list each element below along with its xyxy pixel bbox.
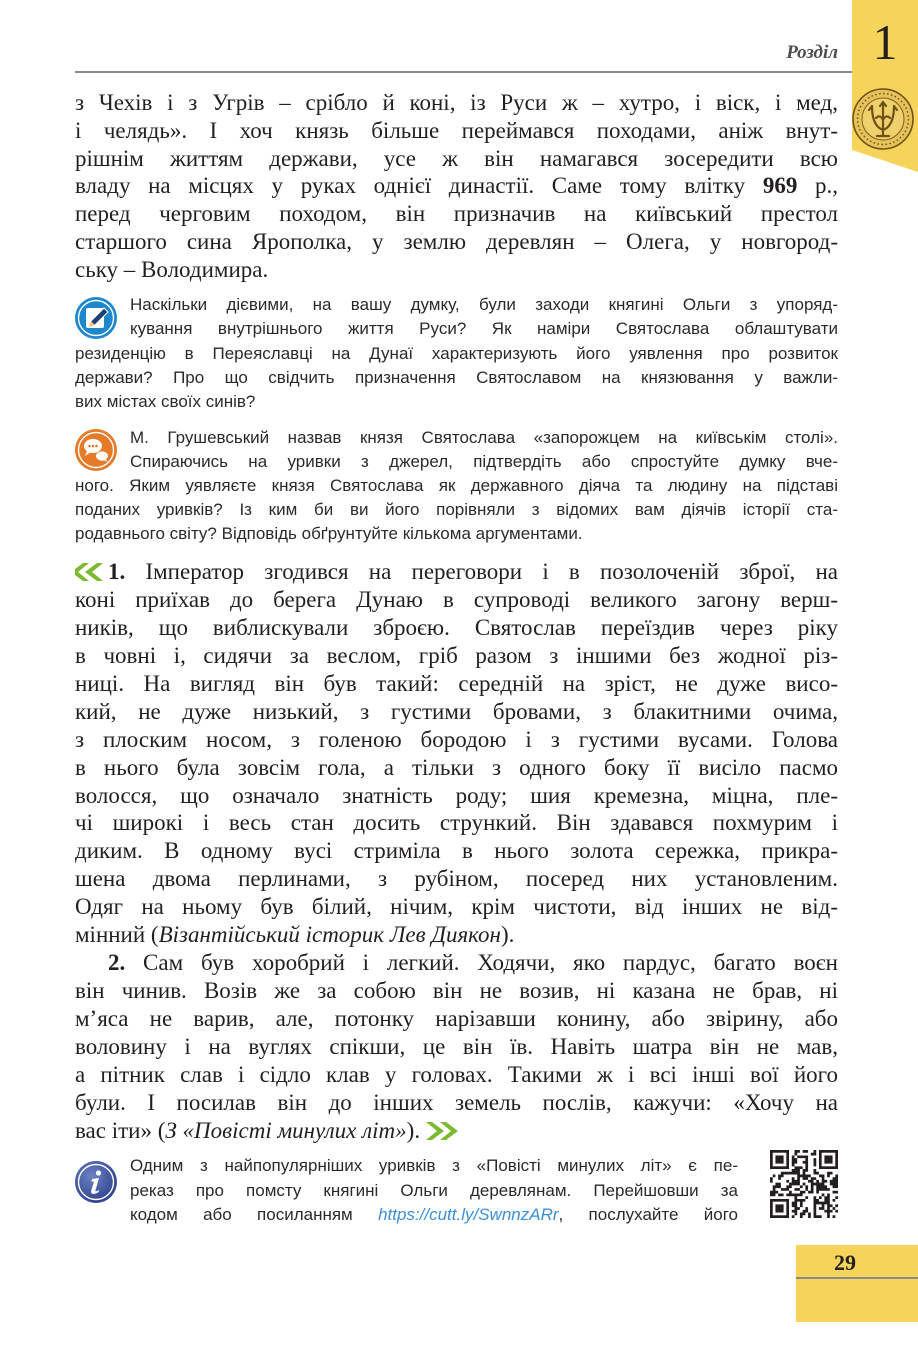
main-text-line <box>75 172 838 200</box>
text-segment: кодом або посиланням <box>130 1205 379 1224</box>
task-line: поданих уривків? Із ким би ви його порівняли з відомих вам діячів історії ста- <box>75 500 838 519</box>
text-segment: р., <box>797 173 838 199</box>
text-segment: вас іти» ( <box>75 1117 166 1143</box>
source-line: чі широкі і весь стан досить стрункий. Він здавався похмурим і <box>75 810 838 836</box>
task-line: кування внутрішнього життя Руси? Як наміри Святослава облаштувати <box>130 319 838 339</box>
task-line: вих містах своїх синів? <box>75 392 256 412</box>
text-segment: Імператор згодився на переговори і в позолоченій зброї, на <box>125 559 838 584</box>
qr-code-icon[interactable] <box>770 1150 838 1218</box>
task-line: родавнього світу? Відповідь обґрунтуйте кількома аргументами. <box>75 524 583 543</box>
main-text-line: перед черговим походом, він призначив на київський престол <box>75 201 838 227</box>
page-number-divider <box>796 1277 918 1279</box>
double-chevron-right-icon <box>426 1122 460 1140</box>
source-line: Одяг на ньому був білий, нічим, крім чистоти, від інших не від- <box>75 894 838 920</box>
info-icon <box>74 1160 118 1204</box>
chapter-number: 1 <box>872 14 898 70</box>
question-task <box>75 293 838 414</box>
main-text-line: старшого сина Ярополка, у землю деревлян – Олега, у новгород- <box>75 228 838 254</box>
task-line: М. Грушевський назвав князя Святослава «запорожцем на київськім столі». <box>130 428 838 447</box>
text-segment: владу на місцях у руках однієї династії. Саме тому влітку <box>75 173 763 199</box>
double-chevron-left-icon <box>75 563 103 581</box>
source-line: диким. В одному вусі стриміла в нього золота сережка, прикра- <box>75 838 838 864</box>
excerpt-number: 1. <box>108 559 126 584</box>
source-line: коні приїхав до берега Дунаю в супроводі великого загону верш- <box>75 586 838 612</box>
text-segment: ). <box>500 922 515 948</box>
task-line: резиденцію в Переяславці на Дунаї характеризують його уявлення про розвиток <box>75 343 838 363</box>
source-line <box>75 1117 838 1145</box>
info-note <box>130 1154 738 1228</box>
source-title: З «Повісті минулих літ» <box>165 1117 407 1143</box>
text-segment: , послухайте його <box>558 1205 738 1224</box>
source-line: м’яса не варив, але, потонку нарізавши конину, або звірину, або <box>75 1006 838 1031</box>
audio-link[interactable]: https://cutt.ly/SwnnzARr <box>378 1205 559 1224</box>
source-line: в нього була зовсім гола, а тільки з одного боку її висіло пасмо <box>75 754 838 780</box>
task-line: ного. Яким уявляєте князя Святослава як державного діяча та людину на підставі <box>75 476 838 495</box>
source-line: а пітник слав і сідло клав у головах. Такими ж і всі інші вої його <box>75 1061 838 1087</box>
text-segment: мінний ( <box>75 922 159 948</box>
source-line: кий, не дуже низький, з густими бровами, з блакитними очима, <box>75 698 838 724</box>
trident-coin-icon <box>850 84 916 154</box>
source-line: ників, що виблискували зброєю. Святослав переїздив через ріку <box>75 614 838 640</box>
text-segment: Сам був хоробрий і легкий. Ходячи, яко пардус, багато воєн <box>125 950 838 976</box>
source-line: були. І посилав він до інших земель послів, кажучи: «Хочу на <box>75 1089 838 1115</box>
info-line: реказ про помсту княгині Ольги деревлянам. Перейшовши за <box>130 1180 738 1200</box>
text-segment: ). <box>406 1117 421 1143</box>
excerpt-number: 2. <box>108 950 126 976</box>
source-line <box>75 949 838 977</box>
header-divider <box>75 71 852 73</box>
task-line: держави? Про що свідчить призначення Святославом на князювання у важли- <box>75 367 838 387</box>
source-line: волосся, що означало знатність роду; шия кремезна, міцна, пле- <box>75 782 838 808</box>
page-number: 29 <box>834 1250 856 1275</box>
task-line: Наскільки дієвими, на вашу думку, були заходи княгині Ольги з упоряд- <box>130 295 838 314</box>
task-line: Спираючись на уривки з джерел, підтвердіть або спростуйте думку вче- <box>130 452 838 471</box>
main-paragraph <box>75 89 838 284</box>
main-text-line: і челядь». І хоч князь більше переймався походами, аніж внут- <box>75 117 838 143</box>
year-highlight: 969 <box>762 173 798 199</box>
source-author: Візантійський історик Лев Диякон <box>158 922 501 948</box>
source-excerpts <box>75 558 838 1145</box>
main-text-line: з Чехів і з Угрів – срібло й коні, із Руси ж – хутро, і віск, і мед, <box>75 90 838 115</box>
discussion-task <box>75 426 838 546</box>
source-line: воловину і на вуглях спікши, це він їв. Навіть шатра він не мав, <box>75 1033 838 1059</box>
info-line: Одним з найпопулярніших уривків з «Повісті минулих літ» є пе- <box>130 1156 738 1175</box>
main-text-line: ську – Володимира. <box>75 256 269 282</box>
source-line: шена двома перлинами, з рубіном, посеред них установленим. <box>75 866 838 892</box>
section-label: Розділ <box>786 42 838 63</box>
source-line <box>75 558 838 586</box>
source-line: він чинив. Возів же за собою він не возив, ні казана не брав, ні <box>75 978 838 1004</box>
main-text-line: рішнім життям держави, усе ж він намагався зосередити всю <box>75 145 838 171</box>
info-line <box>130 1203 738 1228</box>
source-line: з плоским носом, з голеною бородою і з густими вусами. Голова <box>75 726 838 752</box>
source-line: в човні і, сидячи за веслом, гріб разом з іншими без жодної різ- <box>75 642 838 668</box>
source-line <box>75 921 838 949</box>
source-line: ниці. На вигляд він був такий: середній на зріст, не дуже висо- <box>75 670 838 696</box>
